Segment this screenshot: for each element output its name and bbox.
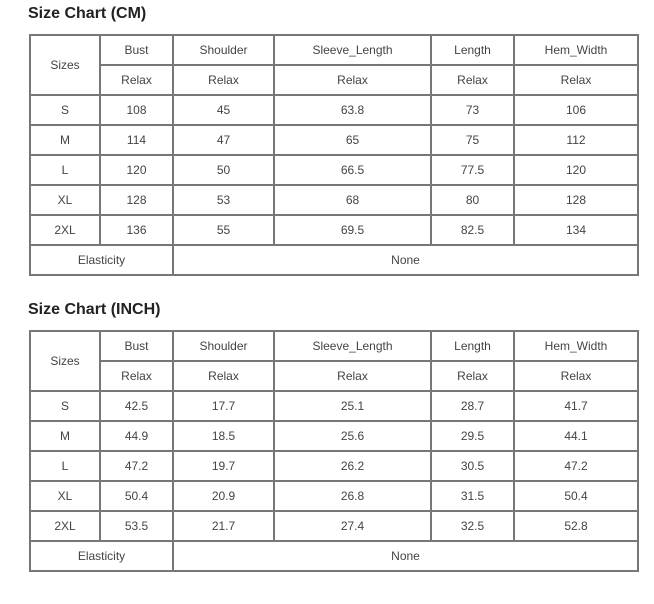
bust-cell: 50.4 — [100, 481, 173, 511]
size-cell: L — [30, 451, 100, 481]
elasticity-value: None — [173, 541, 638, 571]
hem-width-fit-label: Relax — [514, 65, 638, 95]
sleeve-length-cell: 63.8 — [274, 95, 431, 125]
length-cell: 82.5 — [431, 215, 514, 245]
elasticity-label: Elasticity — [30, 541, 173, 571]
length-cell: 75 — [431, 125, 514, 155]
shoulder-fit-label: Relax — [173, 65, 274, 95]
bust-cell: 53.5 — [100, 511, 173, 541]
bust-cell: 108 — [100, 95, 173, 125]
sleeve-length-header: Sleeve_Length — [274, 35, 431, 65]
shoulder-cell: 19.7 — [173, 451, 274, 481]
hem-width-cell: 112 — [514, 125, 638, 155]
bust-cell: 42.5 — [100, 391, 173, 421]
hem-width-cell: 106 — [514, 95, 638, 125]
bust-header: Bust — [100, 331, 173, 361]
bust-cell: 47.2 — [100, 451, 173, 481]
size-row — [30, 391, 638, 421]
hem-width-cell: 41.7 — [514, 391, 638, 421]
sleeve-length-header: Sleeve_Length — [274, 331, 431, 361]
size-row — [30, 215, 638, 245]
size-row — [30, 481, 638, 511]
bust-cell: 120 — [100, 155, 173, 185]
subheader-row — [30, 361, 638, 391]
size-cell: 2XL — [30, 215, 100, 245]
bust-cell: 44.9 — [100, 421, 173, 451]
hem-width-header: Hem_Width — [514, 331, 638, 361]
bust-fit-label: Relax — [100, 65, 173, 95]
bust-fit-label: Relax — [100, 361, 173, 391]
sleeve-length-cell: 27.4 — [274, 511, 431, 541]
size-cell: M — [30, 421, 100, 451]
size-chart-cm-table — [29, 34, 639, 276]
sleeve-length-cell: 25.6 — [274, 421, 431, 451]
hem-width-cell: 120 — [514, 155, 638, 185]
sleeve-length-fit-label: Relax — [274, 65, 431, 95]
bust-cell: 114 — [100, 125, 173, 155]
size-chart-inch-title: Size Chart (INCH) — [28, 301, 161, 318]
hem-width-header: Hem_Width — [514, 35, 638, 65]
sleeve-length-cell: 66.5 — [274, 155, 431, 185]
size-row — [30, 185, 638, 215]
shoulder-cell: 55 — [173, 215, 274, 245]
elasticity-row — [30, 541, 638, 571]
hem-width-cell: 44.1 — [514, 421, 638, 451]
size-cell: M — [30, 125, 100, 155]
shoulder-cell: 18.5 — [173, 421, 274, 451]
size-row — [30, 155, 638, 185]
sleeve-length-cell: 65 — [274, 125, 431, 155]
size-chart-cm-body — [30, 35, 638, 275]
shoulder-cell: 20.9 — [173, 481, 274, 511]
hem-width-cell: 47.2 — [514, 451, 638, 481]
bust-header: Bust — [100, 35, 173, 65]
elasticity-value: None — [173, 245, 638, 275]
sleeve-length-fit-label: Relax — [274, 361, 431, 391]
shoulder-cell: 45 — [173, 95, 274, 125]
shoulder-cell: 50 — [173, 155, 274, 185]
shoulder-header: Shoulder — [173, 35, 274, 65]
subheader-row — [30, 65, 638, 95]
elasticity-row — [30, 245, 638, 275]
size-cell: XL — [30, 185, 100, 215]
size-row — [30, 421, 638, 451]
hem-width-cell: 52.8 — [514, 511, 638, 541]
hem-width-cell: 50.4 — [514, 481, 638, 511]
size-chart-cm-title: Size Chart (CM) — [28, 5, 147, 22]
shoulder-fit-label: Relax — [173, 361, 274, 391]
shoulder-cell: 21.7 — [173, 511, 274, 541]
elasticity-label: Elasticity — [30, 245, 173, 275]
shoulder-cell: 47 — [173, 125, 274, 155]
size-cell: 2XL — [30, 511, 100, 541]
sleeve-length-cell: 25.1 — [274, 391, 431, 421]
size-chart-inch-body — [30, 331, 638, 571]
sizes-header: Sizes — [30, 35, 100, 95]
header-row — [30, 331, 638, 361]
size-row — [30, 511, 638, 541]
length-header: Length — [431, 35, 514, 65]
size-row — [30, 125, 638, 155]
hem-width-cell: 134 — [514, 215, 638, 245]
bust-cell: 136 — [100, 215, 173, 245]
length-cell: 31.5 — [431, 481, 514, 511]
size-row — [30, 95, 638, 125]
size-chart-inch-table — [29, 330, 639, 572]
sleeve-length-cell: 69.5 — [274, 215, 431, 245]
sleeve-length-cell: 68 — [274, 185, 431, 215]
length-cell: 73 — [431, 95, 514, 125]
hem-width-fit-label: Relax — [514, 361, 638, 391]
length-cell: 30.5 — [431, 451, 514, 481]
length-cell: 77.5 — [431, 155, 514, 185]
header-row — [30, 35, 638, 65]
size-cell: S — [30, 391, 100, 421]
shoulder-header: Shoulder — [173, 331, 274, 361]
length-cell: 80 — [431, 185, 514, 215]
size-cell: L — [30, 155, 100, 185]
length-cell: 32.5 — [431, 511, 514, 541]
size-row — [30, 451, 638, 481]
size-cell: XL — [30, 481, 100, 511]
length-cell: 29.5 — [431, 421, 514, 451]
length-fit-label: Relax — [431, 361, 514, 391]
hem-width-cell: 128 — [514, 185, 638, 215]
length-header: Length — [431, 331, 514, 361]
length-cell: 28.7 — [431, 391, 514, 421]
sizes-header: Sizes — [30, 331, 100, 391]
bust-cell: 128 — [100, 185, 173, 215]
length-fit-label: Relax — [431, 65, 514, 95]
shoulder-cell: 17.7 — [173, 391, 274, 421]
sleeve-length-cell: 26.2 — [274, 451, 431, 481]
shoulder-cell: 53 — [173, 185, 274, 215]
sleeve-length-cell: 26.8 — [274, 481, 431, 511]
size-cell: S — [30, 95, 100, 125]
